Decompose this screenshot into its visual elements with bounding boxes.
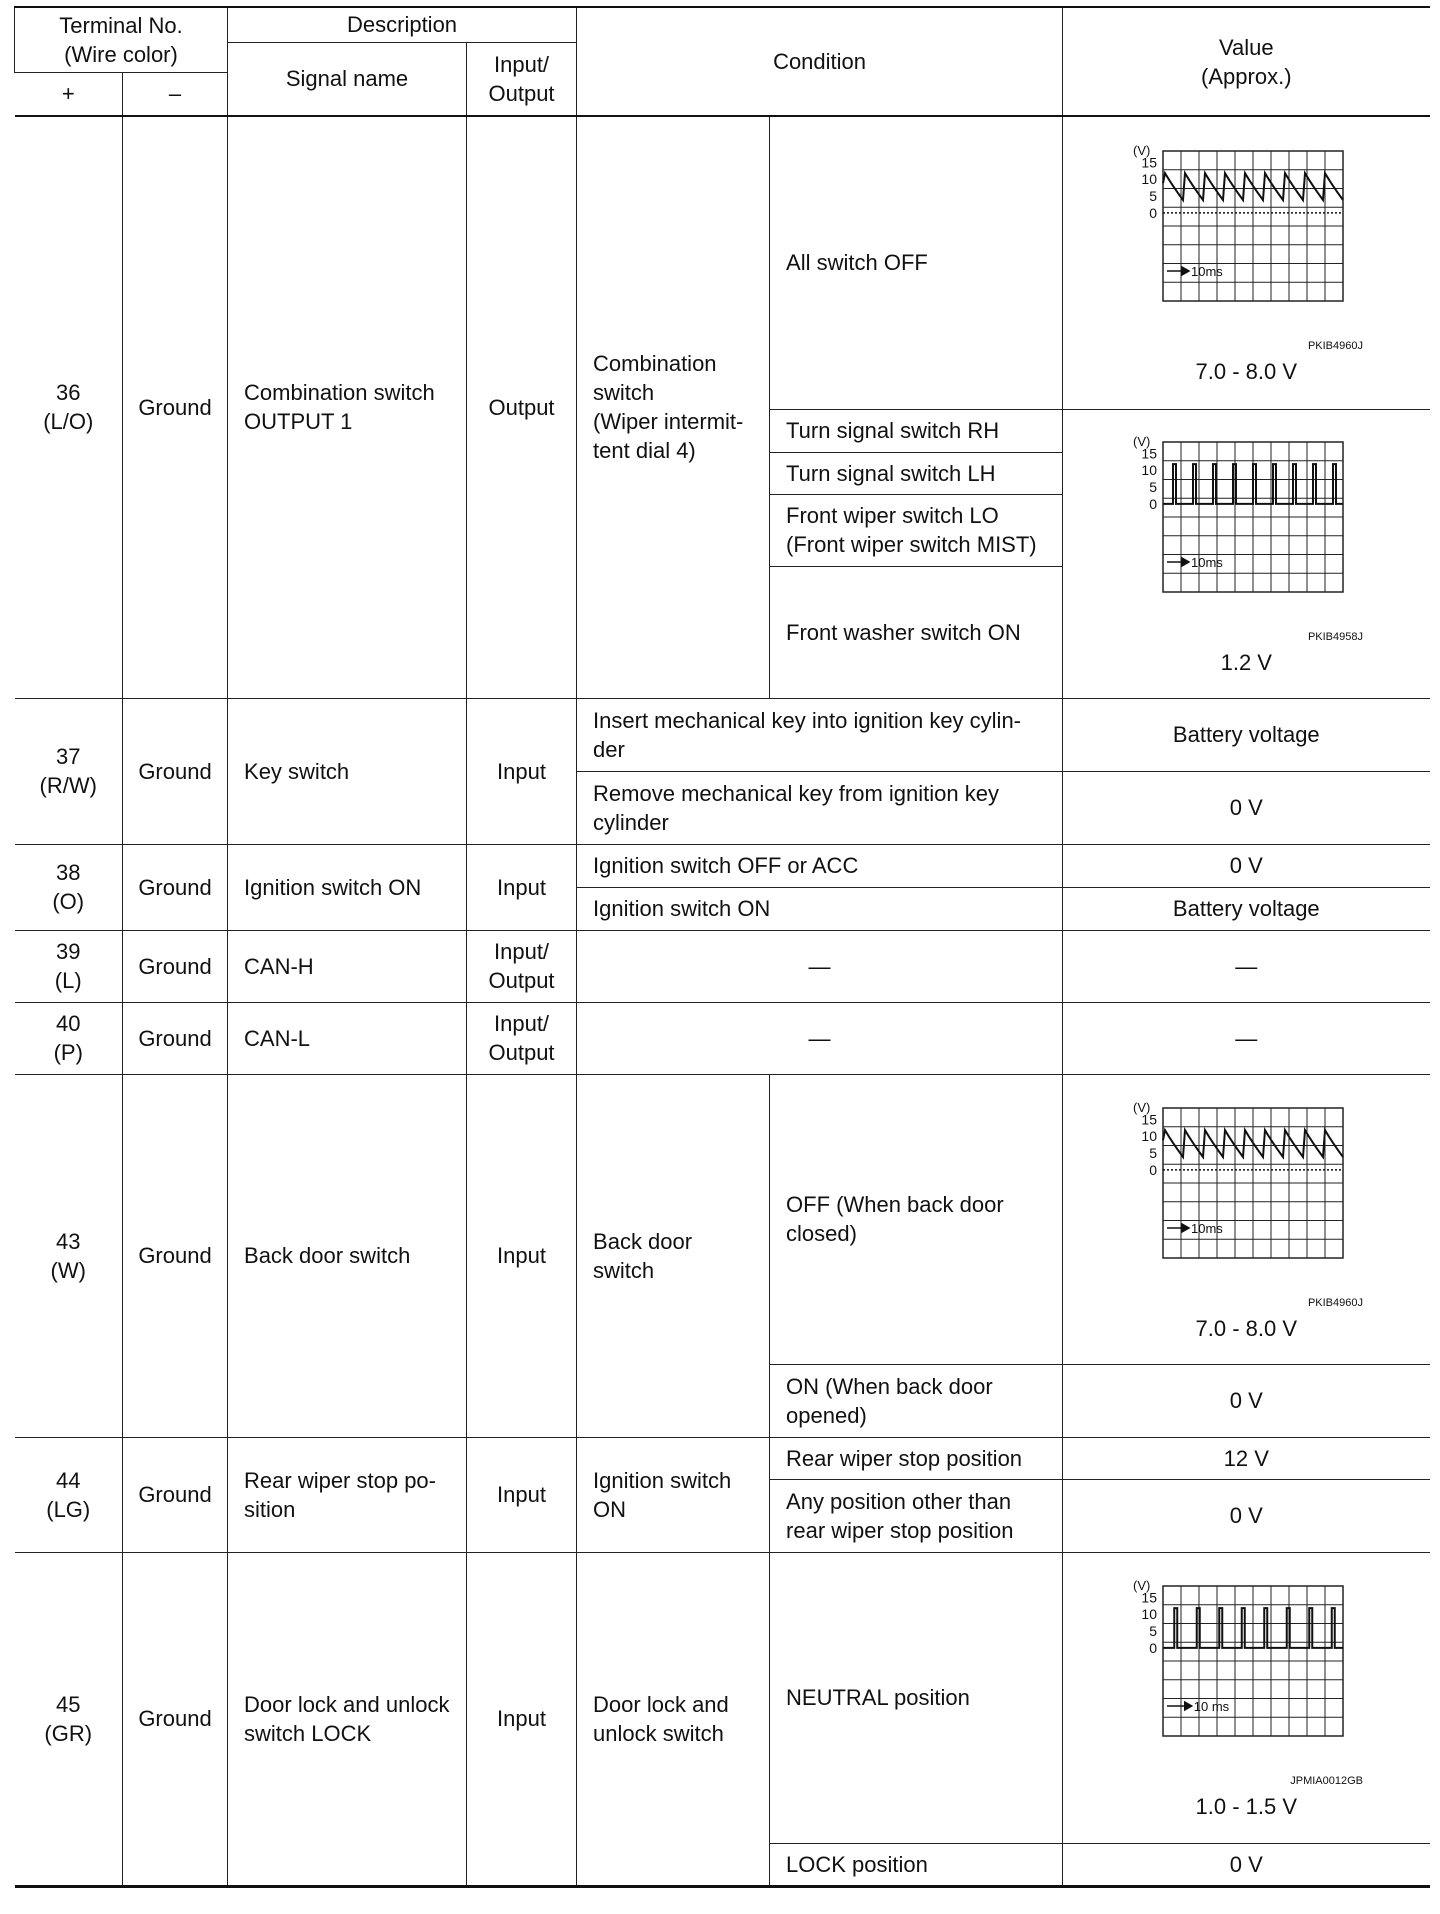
- table-row: [15, 1552, 1430, 1843]
- waveform-svg: [1111, 1574, 1381, 1790]
- waveform-tick-label: 10: [1141, 171, 1158, 188]
- condition: [577, 771, 1063, 844]
- wire-color: (LG): [46, 1496, 91, 1522]
- waveform-time-marker: [1167, 1702, 1192, 1710]
- sub-condition: Turn signal switch RH: [770, 409, 1063, 452]
- wire-color: (W): [50, 1257, 86, 1283]
- sub-condition: LOCK position: [770, 1843, 1063, 1886]
- io-type: [467, 930, 577, 1002]
- waveform-tick-label: 0: [1149, 495, 1158, 512]
- condition-group: [577, 116, 770, 698]
- terminal-number: 37: [56, 744, 81, 769]
- condition-line: Remove mechanical key from ignition key: [593, 780, 999, 806]
- sub-condition-line: Front wiper switch LO: [786, 503, 999, 528]
- waveform-tick-label: 0: [1149, 205, 1158, 222]
- waveform-time-label: 10ms: [1191, 264, 1224, 280]
- ground-terminal: Ground: [123, 1074, 228, 1437]
- header-signal-name: Signal name: [228, 42, 467, 116]
- waveform-graph: [1111, 430, 1381, 646]
- waveform-tick-label: 15: [1141, 154, 1158, 171]
- io-line: Input/: [494, 1011, 550, 1036]
- io-type: Output: [467, 116, 577, 698]
- terminal-number: 39: [56, 939, 81, 964]
- signal-line: sition: [244, 1496, 296, 1522]
- condition: —: [577, 930, 1063, 1002]
- waveform-tick-label: 15: [1141, 445, 1158, 462]
- waveform-tick-label: 5: [1149, 188, 1158, 205]
- header-condition: Condition: [577, 7, 1063, 116]
- condition-group: [577, 1552, 770, 1886]
- io-type: Input: [467, 1552, 577, 1886]
- terminal-number: 40: [56, 1011, 81, 1036]
- waveform-tick-label: 15: [1141, 1589, 1158, 1606]
- terminal-number: 44: [56, 1467, 81, 1493]
- table-row: [15, 698, 1430, 771]
- io-type: Input: [467, 1437, 577, 1552]
- terminal-43: [15, 1074, 123, 1437]
- sub-condition: [770, 1479, 1063, 1552]
- terminal-number: 38: [56, 860, 81, 885]
- signal-name: Key switch: [228, 698, 467, 844]
- header-row-1: [15, 7, 1430, 42]
- condition-line: cylinder: [593, 809, 669, 835]
- io-line: Output: [488, 1040, 555, 1065]
- sub-condition-line: opened): [786, 1402, 867, 1428]
- waveform-graph: [1111, 139, 1381, 355]
- table-row: [15, 1074, 1430, 1364]
- value-waveform-cell: [1063, 1552, 1430, 1843]
- sub-condition: Turn signal switch LH: [770, 452, 1063, 494]
- signal-name: [228, 1552, 467, 1886]
- terminal-number: 45: [56, 1691, 81, 1717]
- ground-terminal: Ground: [123, 930, 228, 1002]
- waveform-time-marker: [1167, 1224, 1189, 1232]
- signal-line: Combination switch: [244, 380, 435, 406]
- value-waveform-cell: [1063, 409, 1430, 698]
- waveform-time-label: 10ms: [1191, 555, 1224, 570]
- signal-name: CAN-L: [228, 1002, 467, 1074]
- waveform-time-marker: [1167, 558, 1189, 566]
- terminal-spec-table: [14, 6, 1430, 1888]
- sub-condition-line: closed): [786, 1221, 857, 1246]
- ground-terminal: Ground: [123, 698, 228, 844]
- value-text: 1.2 V: [1220, 650, 1272, 675]
- condition: —: [577, 1002, 1063, 1074]
- condition-line: ON: [593, 1496, 627, 1522]
- value-waveform-cell: [1063, 1074, 1430, 1364]
- wire-color: (L/O): [43, 409, 94, 435]
- waveform-unit-label: (V): [1133, 1099, 1151, 1115]
- sub-condition: [770, 494, 1063, 566]
- header-minus: –: [123, 72, 228, 116]
- waveform-tick-label: 15: [1141, 1110, 1158, 1127]
- condition-line: Back door: [593, 1228, 693, 1254]
- value-text: 0 V: [1063, 1843, 1430, 1886]
- sub-condition-line: OFF (When back door: [786, 1192, 1004, 1217]
- wire-color: (P): [53, 1040, 83, 1065]
- io-line: Input/: [494, 939, 550, 964]
- sub-condition-line: ON (When back door: [786, 1373, 993, 1399]
- condition: [577, 698, 1063, 771]
- value-waveform-cell: [1063, 116, 1430, 409]
- waveform-figure-code: JPMIA0012GB: [1290, 1775, 1364, 1787]
- sub-condition-line: (Front wiper switch MIST): [786, 532, 1037, 557]
- waveform-tick-label: 0: [1149, 1161, 1158, 1178]
- header-plus: +: [15, 72, 123, 116]
- sub-condition: [770, 1364, 1063, 1437]
- table-row: [15, 1002, 1430, 1074]
- condition-line: switch: [593, 1257, 655, 1283]
- value-text: 7.0 - 8.0 V: [1195, 359, 1298, 385]
- sub-condition: [770, 1074, 1063, 1364]
- waveform-unit-label: (V): [1133, 143, 1151, 159]
- table-row: [15, 116, 1430, 409]
- waveform-figure-code: PKIB4958J: [1308, 631, 1364, 643]
- condition-line: unlock switch: [593, 1720, 724, 1746]
- waveform-graph: [1111, 1574, 1381, 1790]
- sub-condition-line: Any position other than: [786, 1488, 1012, 1514]
- sub-condition-line: rear wiper stop position: [786, 1517, 1014, 1543]
- header-io-line1: Input/: [494, 51, 550, 77]
- ground-terminal: Ground: [123, 1002, 228, 1074]
- header-terminal-no: [15, 7, 228, 72]
- sub-condition: NEUTRAL position: [770, 1552, 1063, 1843]
- value-text: 12 V: [1063, 1437, 1430, 1479]
- value-text: Battery voltage: [1063, 887, 1430, 930]
- waveform-figure-code: PKIB4960J: [1308, 340, 1364, 353]
- terminal-45: [15, 1552, 123, 1886]
- sub-condition: All switch OFF: [770, 116, 1063, 409]
- condition-line: switch: [593, 380, 655, 406]
- terminal-36: [15, 116, 123, 698]
- table-row: [15, 1437, 1430, 1479]
- value-text: 7.0 - 8.0 V: [1195, 1315, 1298, 1341]
- signal-name: Back door switch: [228, 1074, 467, 1437]
- ground-terminal: Ground: [123, 1552, 228, 1886]
- terminal-number: 36: [56, 380, 81, 406]
- condition-line: Combination: [593, 351, 717, 377]
- terminal-44: [15, 1437, 123, 1552]
- condition-line: tent dial 4): [593, 438, 696, 464]
- signal-line: OUTPUT 1: [244, 409, 353, 435]
- wire-color: (L): [54, 968, 82, 993]
- io-line: Output: [488, 968, 555, 993]
- waveform-figure-code: PKIB4960J: [1308, 1296, 1364, 1309]
- header-wire-color-label: (Wire color): [64, 41, 178, 67]
- value-text: 0 V: [1063, 1479, 1430, 1552]
- header-value-label: Value: [1218, 34, 1274, 60]
- value-text: Battery voltage: [1063, 698, 1430, 771]
- terminal-number: 43: [56, 1228, 81, 1254]
- condition: Ignition switch ON: [577, 887, 1063, 930]
- condition-line: der: [593, 736, 625, 762]
- value-text: 0 V: [1063, 844, 1430, 887]
- io-type: Input: [467, 698, 577, 844]
- signal-name: Ignition switch ON: [228, 844, 467, 930]
- waveform-time-label: 10ms: [1191, 1220, 1224, 1236]
- ground-terminal: Ground: [123, 1437, 228, 1552]
- waveform-tick-label: 5: [1149, 479, 1158, 495]
- io-type: Input: [467, 1074, 577, 1437]
- value-text: —: [1063, 1002, 1430, 1074]
- waveform-tick-label: 10: [1141, 1606, 1158, 1623]
- signal-name: CAN-H: [228, 930, 467, 1002]
- signal-line: Rear wiper stop po-: [244, 1467, 436, 1493]
- signal-line: switch LOCK: [244, 1720, 372, 1746]
- waveform-tick-label: 10: [1141, 1127, 1158, 1144]
- condition-group: [577, 1437, 770, 1552]
- terminal-39: [15, 930, 123, 1002]
- waveform-svg: [1111, 139, 1381, 355]
- condition-line: Insert mechanical key into ignition key cylin-: [593, 707, 1021, 733]
- waveform-time-marker: [1167, 267, 1189, 275]
- wire-color: (R/W): [39, 773, 97, 798]
- table-row: [15, 844, 1430, 887]
- header-input-output: [467, 42, 577, 116]
- table-row: [15, 930, 1430, 1002]
- header-terminal-label: Terminal No.: [59, 12, 183, 38]
- value-text: —: [1063, 930, 1430, 1002]
- sub-condition: Rear wiper stop position: [770, 1437, 1063, 1479]
- header-value: [1063, 7, 1430, 116]
- value-text: 0 V: [1063, 1364, 1430, 1437]
- waveform-tick-label: 5: [1149, 1623, 1158, 1639]
- condition-group: [577, 1074, 770, 1437]
- waveform-grid: [1163, 1586, 1343, 1736]
- header-io-line2: Output: [488, 80, 555, 106]
- waveform-grid: [1163, 1108, 1343, 1258]
- waveform-unit-label: (V): [1133, 1578, 1151, 1593]
- waveform-unit-label: (V): [1133, 434, 1151, 449]
- waveform-svg: [1111, 430, 1381, 646]
- header-description: Description: [228, 7, 577, 42]
- waveform-graph: [1111, 1096, 1381, 1312]
- io-type: [467, 1002, 577, 1074]
- value-text: 1.0 - 1.5 V: [1195, 1794, 1298, 1819]
- waveform-tick-label: 5: [1149, 1144, 1158, 1161]
- sub-condition: Front washer switch ON: [770, 566, 1063, 698]
- waveform-tick-label: 10: [1141, 462, 1158, 479]
- signal-name: [228, 116, 467, 698]
- signal-line: Door lock and unlock: [244, 1691, 450, 1717]
- signal-name: [228, 1437, 467, 1552]
- condition-line: Ignition switch: [593, 1467, 732, 1493]
- io-type: Input: [467, 844, 577, 930]
- condition: Ignition switch OFF or ACC: [577, 844, 1063, 887]
- header-value-approx: (Approx.): [1201, 63, 1292, 89]
- ground-terminal: Ground: [123, 116, 228, 698]
- value-text: 0 V: [1063, 771, 1430, 844]
- condition-line: Door lock and: [593, 1691, 729, 1717]
- waveform-grid: [1163, 151, 1343, 301]
- waveform-tick-label: 0: [1149, 1639, 1158, 1656]
- wire-color: (GR): [44, 1720, 93, 1746]
- waveform-svg: [1111, 1096, 1381, 1312]
- terminal-40: [15, 1002, 123, 1074]
- ground-terminal: Ground: [123, 844, 228, 930]
- wire-color: (O): [52, 889, 85, 914]
- condition-line: (Wiper intermit-: [593, 409, 744, 435]
- terminal-38: [15, 844, 123, 930]
- terminal-37: [15, 698, 123, 844]
- waveform-time-label: 10 ms: [1194, 1699, 1230, 1714]
